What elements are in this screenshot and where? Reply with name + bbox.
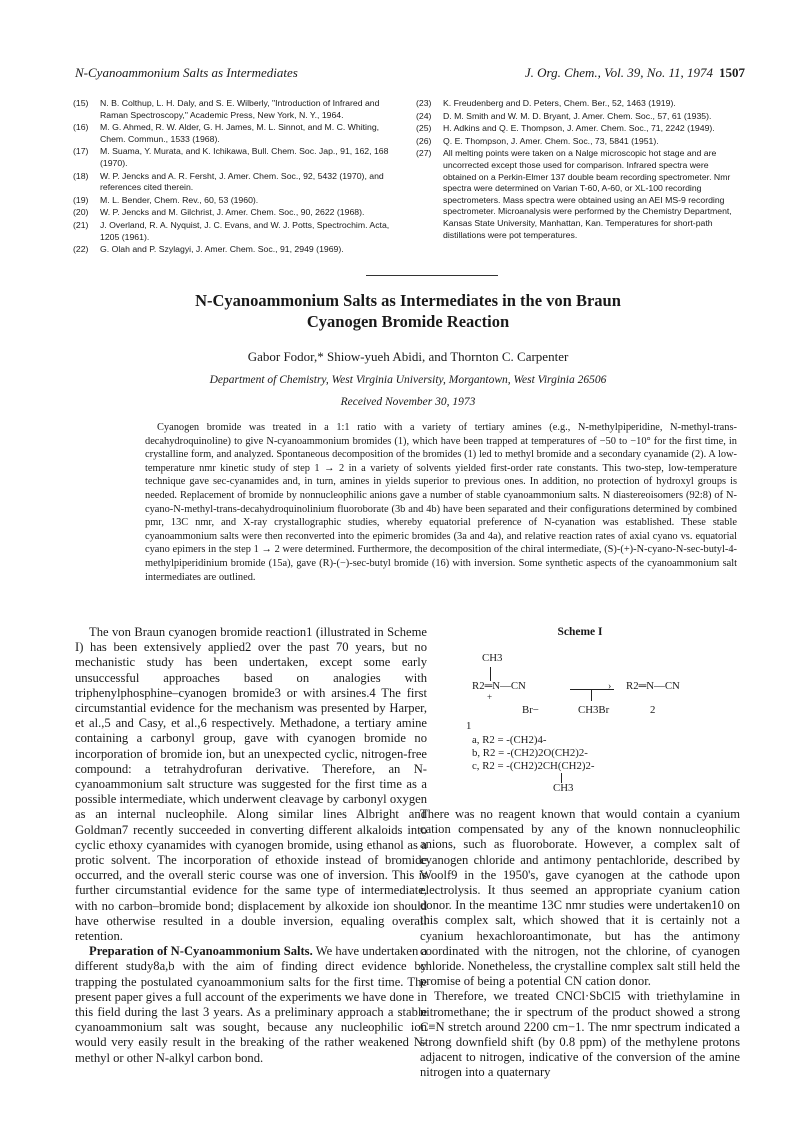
reference-entry bbox=[73, 207, 395, 219]
reference-text: K. Freudenberg and D. Peters, Chem. Ber., 52, 1463 (1919). bbox=[443, 98, 676, 108]
scheme-arrow-head: › bbox=[608, 681, 612, 692]
reference-text: M. L. Bender, Chem. Rev., 60, 53 (1960). bbox=[100, 194, 259, 205]
reference-number: (20) bbox=[73, 207, 89, 218]
reference-text: D. M. Smith and W. M. D. Bryant, J. Amer. Chem. Soc., 57, 61 (1935). bbox=[443, 110, 712, 121]
scheme-ch3-bottom: CH3 bbox=[553, 782, 574, 794]
reference-number: (21) bbox=[73, 219, 89, 230]
references-right-column bbox=[416, 98, 738, 242]
reference-number: (22) bbox=[73, 244, 89, 255]
preparation-text: We have undertaken a different study8a,b with the aim of finding direct evidence by trapping the postulated cyanoammonium salts for the first time. The present paper gives a full account of the experiments we have done in this field during the last 3 years. As a preliminary approach a stable cyanoammonium salt was sought, because any nucleophilic ion would very easily result in the breaking of the rather weakened N-methyl or other N-alkyl carbon bond. bbox=[75, 944, 427, 1065]
reference-number: (25) bbox=[416, 123, 432, 134]
preparation-paragraph bbox=[75, 944, 427, 1066]
scheme-branch-arrow bbox=[591, 689, 592, 701]
references-left-column bbox=[73, 98, 395, 257]
reference-text: Q. E. Thompson, J. Amer. Chem. Soc., 73, 5841 (1951). bbox=[443, 135, 659, 146]
reference-text: M. G. Ahmed, R. W. Alder, G. H. James, M. L. Sinnot, and M. C. Whiting, Chem. Commun., 1533 (1968). bbox=[100, 122, 380, 144]
page-number: 1507 bbox=[719, 65, 745, 80]
abstract: Cyanogen bromide was treated in a 1:1 ratio with a variety of tertiary amines (e.g., N-methylpiperidine, N-methyl-trans-decahydroquinoline) to give N-cyanoammonium bromides (1), which have been trapped at temperatures of −50 to −10° for the first time, in crystalline form, and analyzed. Spontaneous decomposition of the bromides (1) led to methyl bromide and a secondary cyanamide (2). A low-temperature nmr kinetic study of step 1 → 2 in a variety of solvents yielded first-order rate constants. This two-step, low-temperature technique gave sec-cyanamides and, in turn, amines in yields superior to previous ones. In addition, no protection of hydroxyl groups is needed. Replacement of bromide by nonnucleophilic anions gave a number of stable cyanoammonium salts. N diastereoisomers (92:8) of N-cyano-N-methyl-trans-decahydroquinolinium fluoroborate (3b and 4b) have been separated and their configurations determined by combined pmr, 13C nmr, and X-ray crystallographic studies, whereby equatorial preference of N-cyanation was established. These stable cyanoammonium salts were then reconverted into the epimeric bromides (3a and 4a), and relative reaction rates of axial cyano vs. equatorial cyano epimers in the step 1 → 2 were determined. Furthermore, the decomposition of the chiral intermediate, (S)-(+)-N-cyano-N-sec-butyl-4-methylpiperidinium bromide (15a), gave (R)-(−)-sec-butyl bromide (16) with inversion. Some synthetic aspects of the cyanoammonium salt intermediates are outlined. bbox=[145, 422, 737, 583]
title-line-2: Cyanogen Bromide Reaction bbox=[306, 312, 510, 331]
reference-entry bbox=[416, 148, 738, 241]
scheme-methyl-bromide: CH3Br bbox=[578, 704, 610, 716]
triethylamine-paragraph: Therefore, we treated CNCl·SbCl5 with triethylamine in nitromethane; the ir spectrum of the product showed a strong C≡N stretch around 2200 cm−1. The nmr spectrum indicated a strong downfield shift (by 0.8 ppm) of the methylene protons adjacent to nitrogen, indicative of the conversion of the amine nitrogen into a quaternary bbox=[420, 989, 740, 1080]
reference-text: N. B. Colthup, L. H. Daly, and S. E. Wilberly, "Introduction of Infrared and Raman Spectroscopy," Academic Press, New York, N. Y., 1964. bbox=[100, 98, 380, 120]
reference-entry bbox=[73, 122, 395, 145]
reference-number: (24) bbox=[416, 110, 432, 121]
scheme-variant-a: a, R2 = -(CH2)4- bbox=[472, 734, 547, 746]
scheme-variant-c: c, R2 = -(CH2)2CH(CH2)2- bbox=[472, 760, 595, 772]
section-heading: Preparation of N-Cyanoammonium Salts. bbox=[89, 944, 313, 959]
scheme-label-2: 2 bbox=[650, 704, 656, 716]
scheme-title: Scheme I bbox=[557, 626, 603, 638]
scheme-bromide: Br− bbox=[522, 704, 539, 716]
reference-text: H. Adkins and Q. E. Thompson, J. Amer. Chem. Soc., 71, 2242 (1949). bbox=[443, 123, 715, 134]
reference-text: M. Suama, Y. Murata, and K. Ichikawa, Bull. Chem. Soc. Jap., 91, 162, 168 (1970). bbox=[100, 146, 389, 168]
article-title bbox=[80, 290, 736, 332]
cyanium-paragraph: There was no reagent known that would contain a cyanium cation compensated by any of the known nonnucleophilic anions, such as fluoroborate. However, a complex salt of cyanogen chloride and antimony pentachloride, described by Woolf9 in the 1950's, gave cyanogen at the cathode upon electrolysis. It thus seemed an appropriate cyanium cation donor. In the meantime 13C nmr studies were undertaken10 on this complex salt, which showed that it is certainly not a cyanium hexachloroantimonate, but has the antimony coordinated with the nitrogen, not the chlorine, of cyanogen chloride. Nonetheless, the crystalline complex salt still held the promise of being a potential CN cation donor. bbox=[420, 807, 740, 989]
title-line-1: N-Cyanoammonium Salts as Intermediates in the von Braun bbox=[195, 291, 621, 310]
reference-entry bbox=[73, 195, 395, 207]
reference-number: (27) bbox=[416, 148, 432, 159]
journal-citation: J. Org. Chem., Vol. 39, No. 11, 1974 bbox=[524, 65, 713, 80]
reference-number: (18) bbox=[73, 170, 89, 181]
reference-text: All melting points were taken on a Nalge microscopic hot stage and are uncorrected except those used for comparison. Infrared spectra were obtained on a Perkin-Elmer 137 double beam recording spectrometer. Nmr spectra were determined on Varian T-60, A-60, or XL-100 recording spectrometers. Mass spectra were obtained using an AEI MS-9 recording spectrometer. Microanalysis were performed by the Chemistry Department, Kansas State University, Manhattan, Kan. Temperatures for short-path distillations were pot temperatures. bbox=[443, 148, 732, 240]
scheme-bond-vertical bbox=[490, 667, 491, 681]
reference-entry bbox=[73, 146, 395, 169]
scheme-plus-charge: + bbox=[487, 692, 493, 702]
running-title bbox=[75, 65, 298, 81]
scheme-reactant: R2═N—CN bbox=[472, 680, 526, 692]
reference-entry bbox=[73, 244, 395, 256]
reference-entry bbox=[73, 220, 395, 243]
reference-number: (17) bbox=[73, 146, 89, 157]
reference-text: W. P. Jencks and A. R. Fersht, J. Amer. Chem. Soc., 92, 5432 (1970), and references cited therein. bbox=[100, 170, 384, 193]
journal-header bbox=[525, 65, 745, 81]
reference-entry bbox=[416, 123, 738, 135]
intro-paragraph: The von Braun cyanogen bromide reaction1 (illustrated in Scheme I) has been extensively applied2 over the past 70 years, but no mechanistic study has been undertaken, except some early unsuccessful approaches based on analogies with triphenylphosphine–cyanogen bromide3 or with arsines.4 The first circumstantial evidence for the mechanism was presented by Harper, et al.,5 and Casy, et al.,6 respectively. Methadone, a tertiary amine containing a carbonyl group, gave with cyanogen bromide no incorporation of bromide ion, but an unexpected cyclic, nitrogen-free compound: a tetrahydrofuran derivative. Therefore, an N-cyanoammonium salt structure was suggested for the first time as a possible intermediate, which underwent cleavage by carbonyl oxygen as an internal nucleophile. Along similar lines Albright and Goldman7 recently succeeded in converting different alkaloids into cyclic ethoxy cyanamides with cyanogen bromide, using ethanol as a protic solvent. The incorporation of ethoxide instead of bromide occurred, and the overall steric course was one of inversion. This is further circumstantial evidence for the same type of intermediate, with no carbon–bromide bond; displacement by alkoxide ion should have otherwise resulted in a double inversion, equaling overall retention. bbox=[75, 625, 427, 944]
scheme-ch3-top: CH3 bbox=[482, 652, 503, 664]
scheme-1-diagram bbox=[440, 646, 740, 796]
section-divider bbox=[366, 275, 498, 276]
reference-entry bbox=[416, 111, 738, 123]
reference-entry bbox=[73, 98, 395, 121]
reference-number: (16) bbox=[73, 122, 89, 133]
reference-text: W. P. Jencks and M. Gilchrist, J. Amer. Chem. Soc., 90, 2622 (1968). bbox=[100, 207, 365, 218]
reference-entry bbox=[73, 171, 395, 194]
running-title-text: N-Cyanoammonium Salts as Intermediates bbox=[75, 65, 298, 80]
reference-number: (26) bbox=[416, 135, 432, 146]
received-date: Received November 30, 1973 bbox=[340, 396, 476, 408]
reference-entry bbox=[416, 98, 738, 110]
body-left-column bbox=[75, 625, 427, 1066]
department: Department of Chemistry, West Virginia University, Morgantown, West Virginia 26506 bbox=[209, 374, 607, 386]
reference-text: J. Overland, R. A. Nyquist, J. C. Evans, and W. J. Potts, Spectrochim. Acta, 1205 (1961). bbox=[100, 219, 390, 242]
reference-text: G. Olah and P. Szylagyi, J. Amer. Chem. Soc., 91, 2949 (1969). bbox=[100, 244, 344, 255]
reference-number: (19) bbox=[73, 194, 89, 205]
reference-number: (23) bbox=[416, 98, 432, 108]
reference-number: (15) bbox=[73, 98, 89, 108]
scheme-label-1: 1 bbox=[466, 720, 472, 732]
body-right-column bbox=[420, 807, 740, 1081]
scheme-variant-b: b, R2 = -(CH2)2O(CH2)2- bbox=[472, 747, 588, 759]
authors: Gabor Fodor,* Shiow-yueh Abidi, and Thornton C. Carpenter bbox=[247, 349, 569, 364]
scheme-product: R2═N—CN bbox=[626, 680, 680, 692]
reference-entry bbox=[416, 136, 738, 148]
